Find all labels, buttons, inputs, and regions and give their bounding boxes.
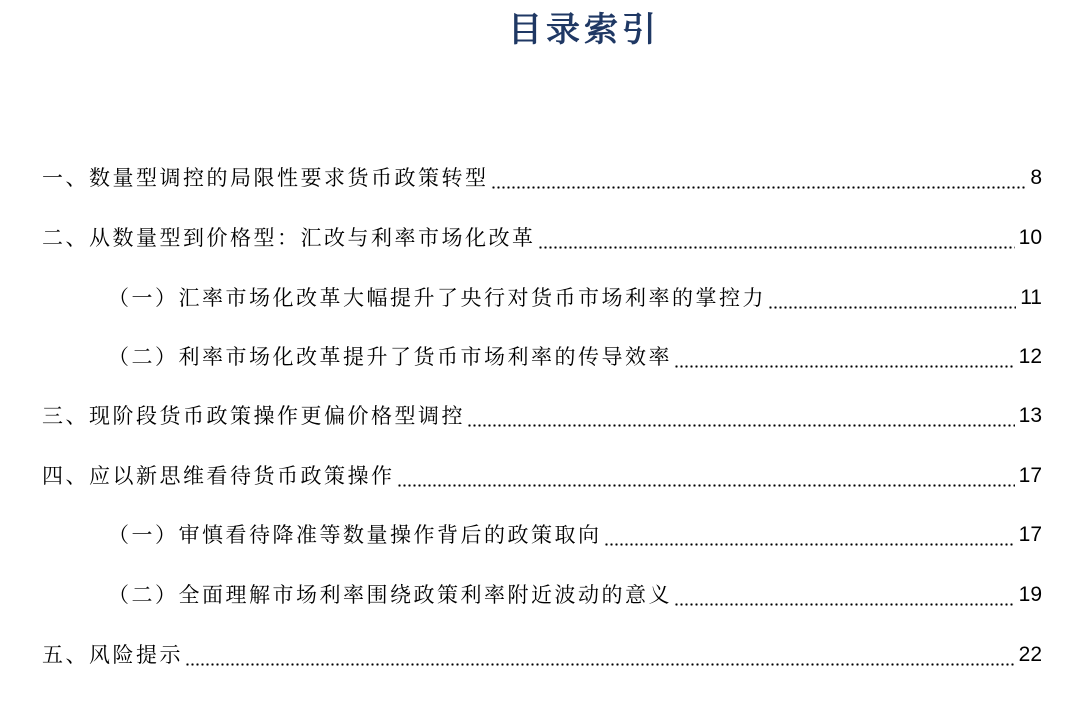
toc-entry-section-1[interactable] [42, 163, 1042, 193]
toc-entry-label: 四、应以新思维看待货币政策操作 [42, 464, 395, 488]
toc-entry-section-3[interactable] [42, 401, 1042, 431]
toc-entry-section-2-2[interactable] [108, 342, 1042, 372]
toc-entry-section-4-1[interactable] [108, 520, 1042, 550]
toc-entry-label: 一、数量型调控的局限性要求货币政策转型 [42, 166, 489, 190]
toc-title: 目录索引 [508, 10, 660, 50]
dot-leader [491, 163, 1027, 193]
dot-leader [467, 401, 1015, 431]
toc-entry-label: （一）汇率市场化改革大幅提升了央行对货币市场利率的掌控力 [108, 286, 766, 310]
dot-leader [768, 283, 1016, 313]
dot-leader [538, 223, 1015, 253]
dot-leader [185, 640, 1015, 670]
toc-page-number: 17 [1018, 464, 1042, 487]
dot-leader [397, 461, 1015, 491]
toc-entry-section-2-1[interactable] [108, 283, 1042, 313]
toc-page-number: 19 [1018, 583, 1042, 606]
toc-page-number: 11 [1020, 286, 1042, 309]
toc-entry-section-2[interactable] [42, 223, 1042, 253]
toc-entry-label: 二、从数量型到价格型：汇改与利率市场化改革 [42, 226, 536, 250]
toc-entry-label: （二）利率市场化改革提升了货币市场利率的传导效率 [108, 345, 672, 369]
toc-entry-section-4-2[interactable] [108, 580, 1042, 610]
dot-leader [604, 520, 1015, 550]
toc-entry-section-5[interactable] [42, 640, 1042, 670]
toc-entry-label: （一）审慎看待降准等数量操作背后的政策取向 [108, 523, 602, 547]
toc-page-number: 17 [1018, 523, 1042, 546]
toc-page-number: 12 [1018, 345, 1042, 368]
dot-leader [674, 580, 1015, 610]
toc-page-number: 13 [1018, 404, 1042, 427]
toc-entry-label: 五、风险提示 [42, 643, 183, 667]
toc-page-number: 10 [1018, 226, 1042, 249]
toc-page-number: 22 [1018, 643, 1042, 666]
dot-leader [674, 342, 1015, 372]
toc-entry-label: （二）全面理解市场利率围绕政策利率附近波动的意义 [108, 583, 672, 607]
toc-entry-label: 三、现阶段货币政策操作更偏价格型调控 [42, 404, 465, 428]
toc-page-number: 8 [1030, 166, 1042, 189]
toc-entry-section-4[interactable] [42, 461, 1042, 491]
